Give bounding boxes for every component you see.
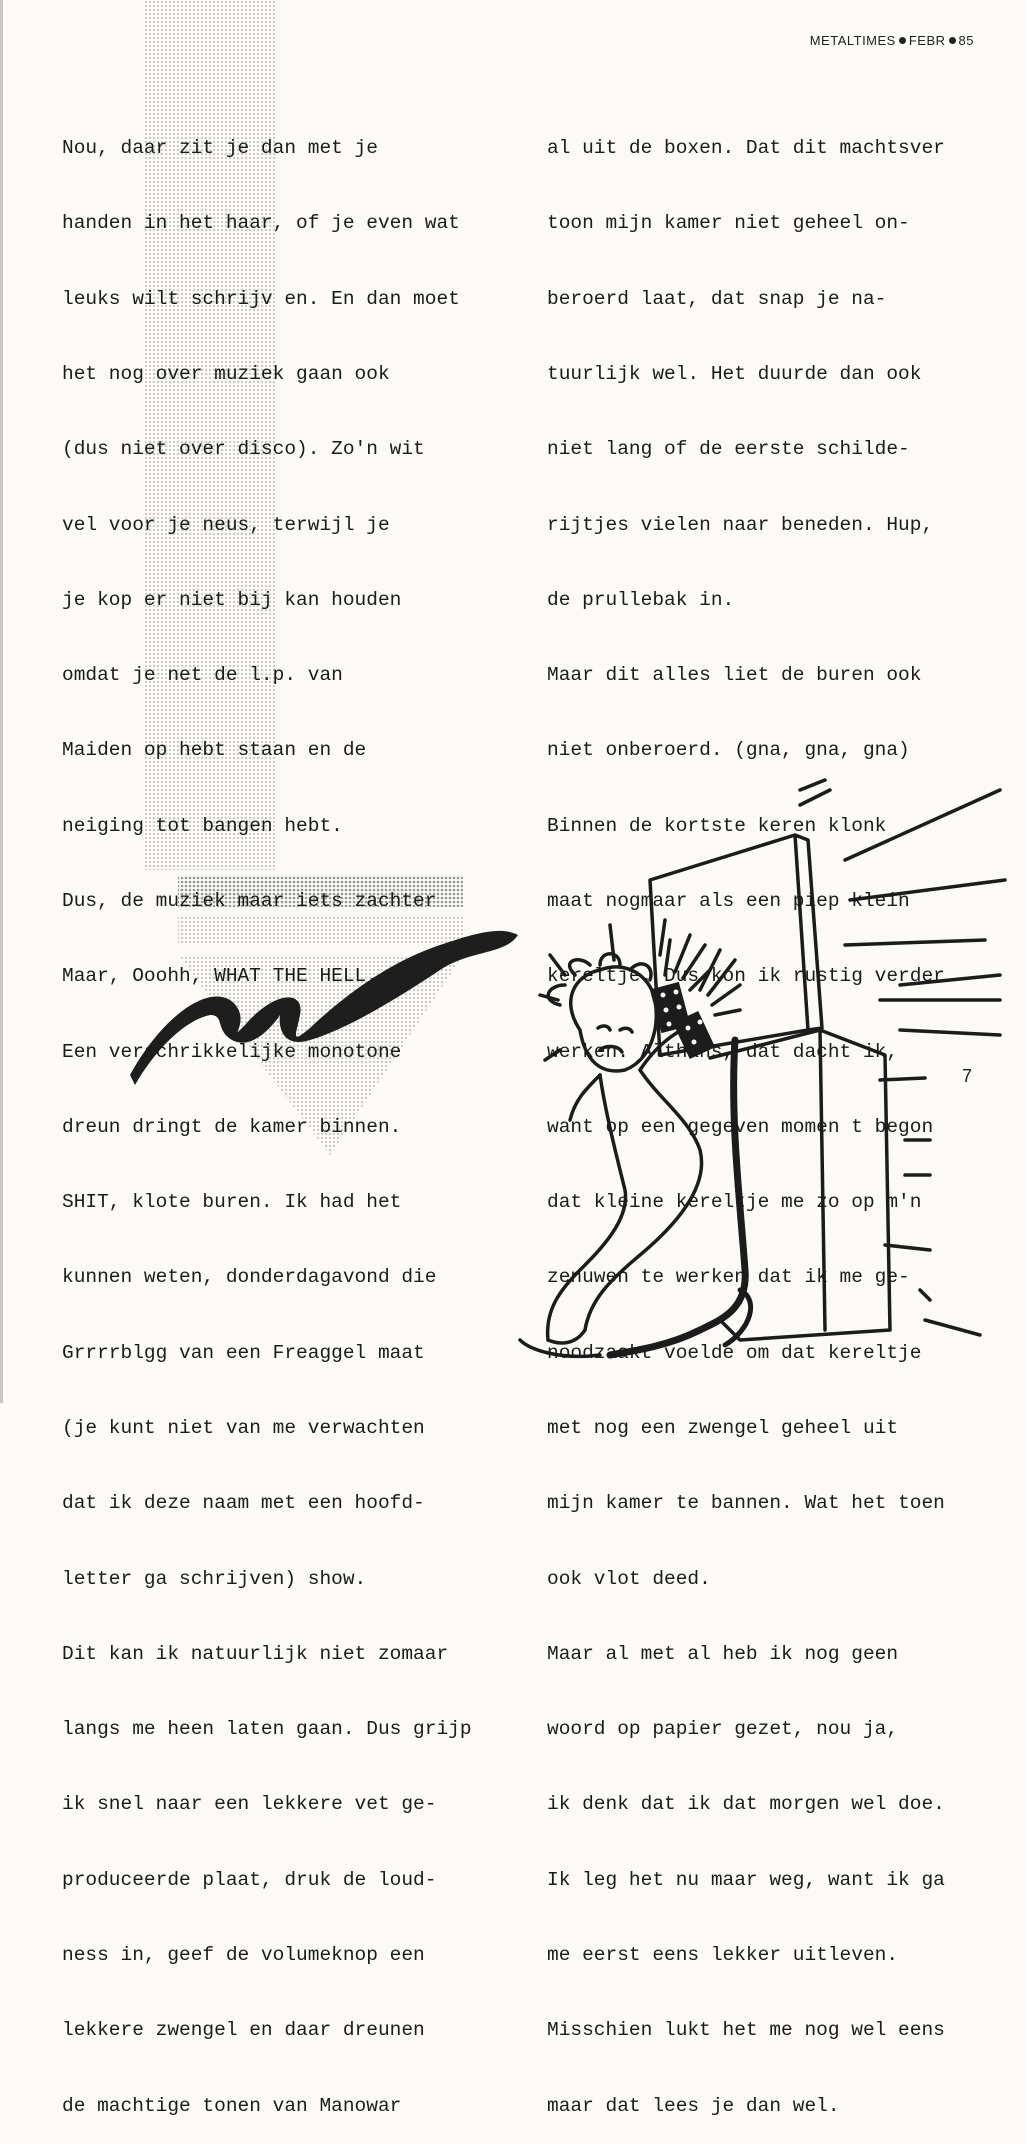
text-line: ik snel naar een lekkere vet ge- — [62, 1793, 437, 1816]
text-line: vel voor je neus, terwijl je — [62, 513, 390, 536]
text-line: al uit de boxen. Dat dit machtsver — [547, 137, 945, 160]
text-line: Maiden op hebt staan en de — [62, 739, 367, 762]
bullet-icon — [949, 37, 956, 44]
text-line: met nog een zwengel geheel uit — [547, 1416, 899, 1439]
text-line: kereltje. Dus kon ik rustig verder — [547, 965, 945, 988]
text-line: Dus, de muziek maar iets zachter — [62, 890, 437, 912]
text-line: leuks wilt schrijv en. En dan moet — [62, 287, 460, 310]
text-line: kunnen weten, donderdagavond die — [62, 1266, 437, 1289]
text-line: lekkere zwengel en daar dreunen — [62, 2019, 425, 2042]
right-text-column — [547, 86, 945, 2144]
text-line: me eerst eens lekker uitleven. — [547, 1943, 899, 1966]
text-line: Binnen de kortste keren klonk — [547, 814, 887, 837]
text-line: dat kleine kereltje me zo op m'n — [547, 1191, 922, 1214]
issue-year: 85 — [958, 33, 974, 48]
text-line: de machtige tonen van Manowar — [62, 2094, 402, 2117]
running-header — [810, 33, 974, 48]
text-line: tuurlijk wel. Het duurde dan ook — [547, 363, 922, 386]
text-line: ook vlot deed. — [547, 1567, 711, 1590]
text-line: maar dat lees je dan wel. — [547, 2094, 840, 2117]
text-line: Maar dit alles liet de buren ook — [547, 664, 922, 687]
text-line: dat ik deze naam met een hoofd- — [62, 1492, 425, 1515]
text-line: produceerde plaat, druk de loud- — [62, 1868, 437, 1891]
text-line: SHIT, klote buren. Ik had het — [62, 1191, 402, 1214]
text-line: maat nogmaar als een piep klein — [547, 890, 910, 912]
text-line: Ik leg het nu maar weg, want ik ga — [547, 1868, 945, 1891]
text-line: Dit kan ik natuurlijk niet zomaar — [62, 1642, 449, 1665]
text-line: niet lang of de eerste schilde- — [547, 438, 910, 461]
text-line: ness in, geef de volumeknop een — [62, 1943, 425, 1966]
page-number: 7 — [961, 1066, 972, 1086]
text-line: Een verschrikkelijke monotone — [62, 1040, 402, 1063]
text-line: Maar al met al heb ik nog geen — [547, 1642, 899, 1665]
issue-month: FEBR — [908, 33, 946, 48]
text-line: het nog over muziek gaan ook — [62, 363, 390, 386]
text-line: want op een gegeven momen t begon — [547, 1115, 934, 1138]
text-line: omdat je net de l.p. van — [62, 664, 343, 687]
text-line: letter ga schrijven) show. — [62, 1567, 367, 1590]
text-line: handen in het haar, of je even wat — [62, 212, 460, 235]
left-text-column — [62, 86, 472, 2144]
publication-name: METALTIMES — [809, 33, 896, 48]
bullet-icon — [899, 37, 906, 44]
text-line: niet onberoerd. (gna, gna, gna) — [547, 739, 910, 762]
text-line: ik denk dat ik dat morgen wel doe. — [547, 1793, 945, 1816]
text-line: beroerd laat, dat snap je na- — [547, 287, 887, 310]
text-line: neiging tot bangen hebt. — [62, 814, 343, 837]
text-line: je kop er niet bij kan houden — [62, 588, 402, 611]
text-line: noodzaakt voelde om dat kereltje — [547, 1341, 922, 1364]
text-line: dreun dringt de kamer binnen. — [62, 1115, 402, 1138]
text-line: mijn kamer te bannen. Wat het toen — [547, 1492, 945, 1515]
text-line: (dus niet over disco). Zo'n wit — [62, 438, 425, 461]
text-line: toon mijn kamer niet geheel on- — [547, 212, 910, 235]
text-line: werken. Althans, dat dacht ik, — [547, 1040, 899, 1063]
text-line: Nou, daar zit je dan met je — [62, 137, 378, 160]
text-line: langs me heen laten gaan. Dus grijp — [62, 1718, 472, 1741]
text-line: de prullebak in. — [547, 588, 735, 611]
text-line: zenuwen te werken dat ik me ge- — [547, 1266, 910, 1289]
text-line: (je kunt niet van me verwachten — [62, 1416, 425, 1439]
text-line: woord op papier gezet, nou ja, — [547, 1718, 899, 1741]
text-line: Maar, Ooohh, WHAT THE HELL. — [62, 965, 378, 988]
text-line: Misschien lukt het me nog wel eens — [547, 2019, 945, 2042]
text-line: rijtjes vielen naar beneden. Hup, — [547, 513, 934, 536]
text-line: Grrrrblgg van een Freaggel maat — [62, 1341, 425, 1364]
